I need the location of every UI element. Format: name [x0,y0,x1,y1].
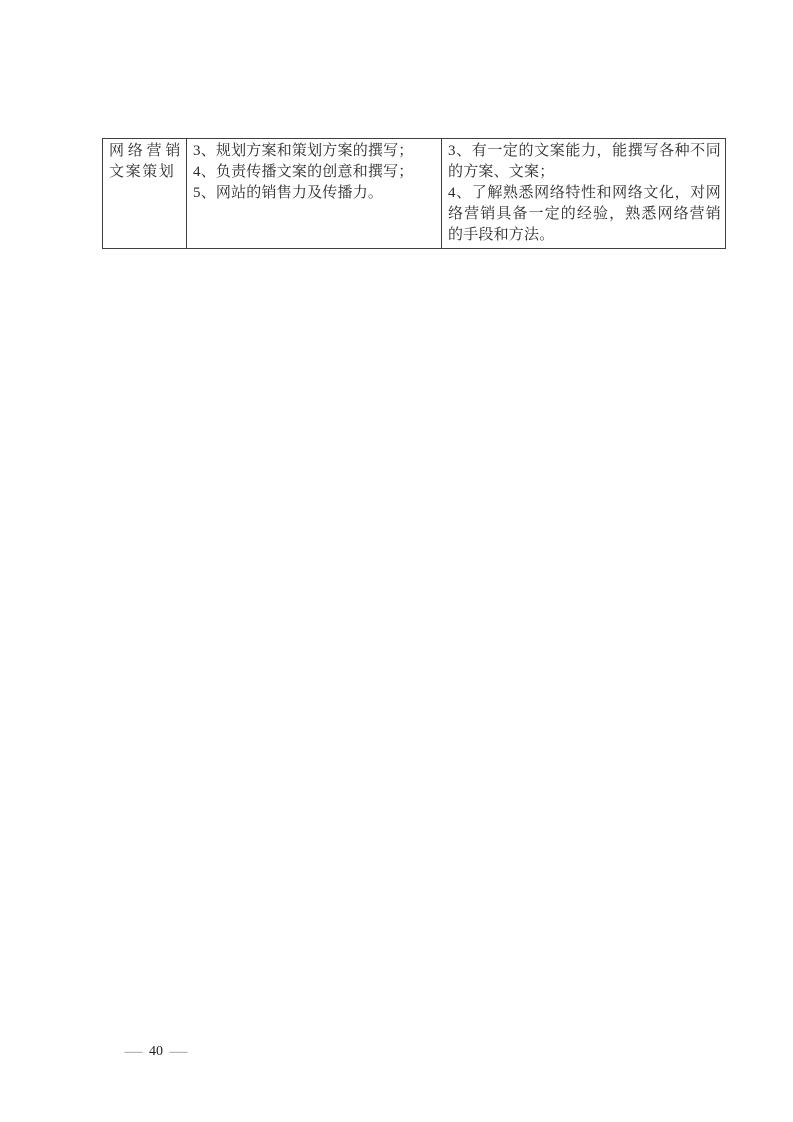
requirements-cell [442,139,726,249]
footer-dash-right: — [169,1043,188,1060]
duty-item: 3、规划方案和策划方案的撰写； [193,143,414,159]
duties-cell [187,139,442,249]
position-table [102,138,726,249]
requirement-item: 4、了解熟悉网络特性和网络文化，对网络营销具备一定的经验，熟悉网络营销的手段和方法。 [448,185,721,243]
position-table-wrapper [102,138,726,249]
page-footer [126,1044,186,1060]
requirement-item: 3、有一定的文案能力，能撰写各种不同的方案、文案； [448,143,721,180]
duty-item: 4、负责传播文案的创意和撰写； [193,164,414,180]
footer-dash-left: — [124,1043,143,1060]
duty-item: 5、网站的销售力及传播力。 [193,185,384,201]
position-name-cell [103,139,187,249]
page-number: 40 [149,1044,163,1059]
position-name-text: 网络营销文案策划 [109,143,182,180]
table-row [103,139,726,249]
